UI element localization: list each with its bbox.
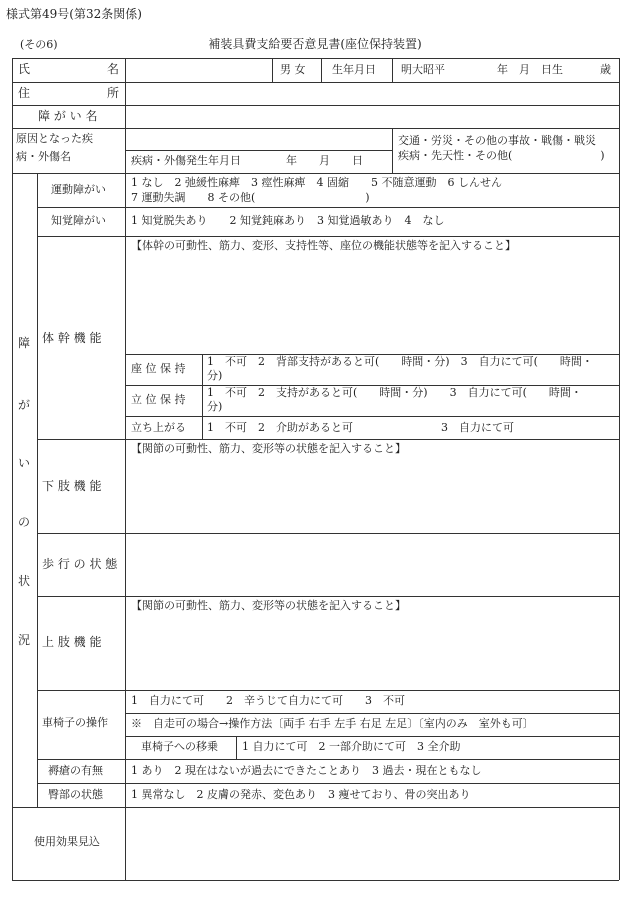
sitting-options-line1: 1 不可 2 背部支持があると可( 時間・分) 3 自力にて可( 時間・ [207,355,593,368]
sitting-label: 座 位 保 持 [131,362,186,375]
status-char-3: い [17,456,30,470]
status-char-6: 況 [17,633,30,647]
standing-options-line1: 1 不可 2 支持があると可( 時間・分) 3 自力にて可( 時間・ [207,386,582,399]
name-label-right: 名 [107,62,120,76]
trunk-note: 【体幹の可動性、筋力、変形、支持性等、座位の機能状態等を記入すること】 [131,239,516,252]
rise-options: 1 不可 2 介助があると可 3 自力にて可 [207,421,514,434]
pressure-sores-options: 1 あり 2 現在はないが過去にできたことあり 3 過去・現在ともなし [131,764,482,777]
buttocks-label: 臀部の状態 [48,788,103,801]
standing-options-line2: 分) [207,400,223,413]
status-char-5: 状 [17,574,30,588]
sitting-options-line2: 分) [207,369,223,382]
cause-label-line2: 病・外傷名 [16,150,71,163]
wheelchair-method: ※ 自走可の場合→操作方法〔両手 右手 左手 右足 左足〕〔室内のみ 室外も可〕 [131,717,534,730]
wheelchair-label: 車椅子の操作 [42,716,108,729]
cause-label-line1: 原因となった疾 [16,132,93,145]
wheelchair-options: 1 自力にて可 2 辛うじて自力にて可 3 不可 [131,694,405,707]
address-label-right: 所 [107,86,120,100]
onset-date-format: 年 月 日 [286,154,363,167]
lower-limb-note: 【関節の可動性、筋力、変形等の状態を記入すること】 [131,442,406,455]
status-char-4: の [17,515,30,529]
status-char-1: 障 [17,336,30,350]
motor-options-line1: 1 なし 2 弛緩性麻痺 3 痙性麻痺 4 固縮 5 不随意運動 6 しんせん [131,176,502,189]
era-options: 明大昭平 [401,63,445,76]
form-title: 補装具費支給要否意見書(座位保持装置) [208,37,422,51]
transfer-options: 1 自力にて可 2 一部介助にて可 3 全介助 [242,740,461,753]
dob-label: 生年月日 [332,63,376,76]
upper-limb-note: 【関節の可動性、筋力、変形等の状態を記入すること】 [131,599,406,612]
pressure-sores-label: 褥瘡の有無 [48,764,103,777]
cause-options-line2: 疾病・先天性・その他( ) [398,149,605,162]
trunk-label: 体 幹 機 能 [42,331,102,345]
address-label-left: 住 [18,86,31,100]
sensory-options: 1 知覚脱失あり 2 知覚鈍麻あり 3 知覚過敏あり 4 なし [131,214,445,227]
upper-limb-label: 上 肢 機 能 [42,635,102,649]
walking-label: 歩 行 の 状 態 [42,557,118,571]
disability-name-label: 障 が い 名 [38,109,98,123]
form-number: 様式第49号(第32条関係) [6,7,142,21]
motor-options-line2: 7 運動失調 8 その他( ) [131,191,370,204]
status-char-2: が [17,398,30,412]
transfer-label: 車椅子への移乗 [141,740,218,753]
age-unit: 歳 [600,63,611,76]
effect-label: 使用効果見込 [34,835,100,848]
sub-number: (その6) [20,38,58,51]
buttocks-options: 1 異常なし 2 皮膚の発赤、変色あり 3 痩せており、骨の突出あり [131,788,471,801]
onset-date-label: 疾病・外傷発生年月日 [131,154,241,167]
dob-format: 年 月 日生 [497,63,563,76]
standing-label: 立 位 保 持 [131,393,186,406]
motor-label: 運動障がい [51,183,106,196]
rise-label: 立ち上がる [131,421,186,434]
sensory-label: 知覚障がい [51,214,106,227]
gender-options: 男 女 [280,63,306,76]
name-label-left: 氏 [18,62,31,76]
cause-options-line1: 交通・労災・その他の事故・戦傷・戦災 [398,134,596,147]
lower-limb-label: 下 肢 機 能 [42,479,102,493]
